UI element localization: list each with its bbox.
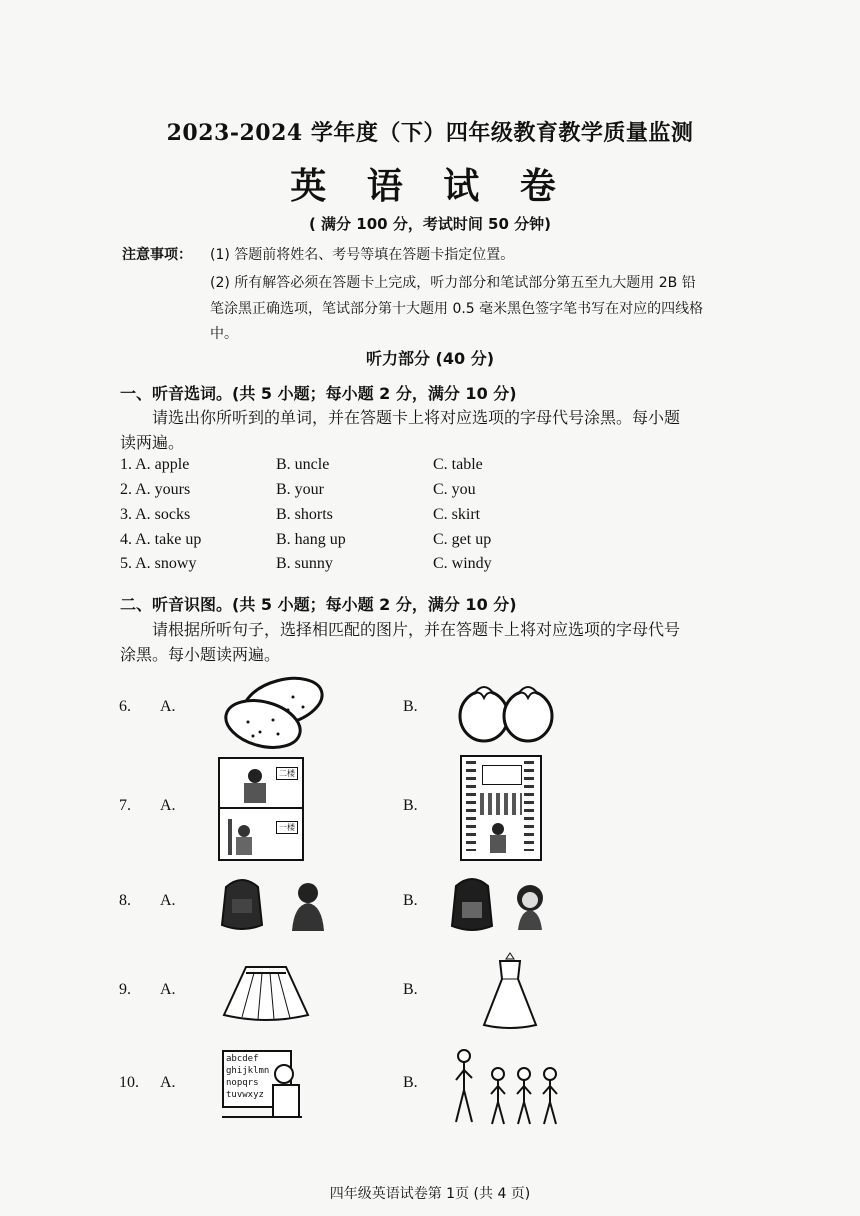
blackboard-line-1: abcdef	[226, 1054, 259, 1064]
q7-number: 7.	[119, 797, 131, 814]
notes-item-1: (1) 答题前将姓名、考号等填在答题卡指定位置。	[210, 247, 515, 263]
q10-label-a: A.	[160, 1074, 176, 1091]
person-head-icon	[248, 769, 262, 783]
listening-title: 听力部分 (40 分)	[365, 349, 495, 368]
notes-item-3: 笔涂黑正确选项，笔试部分第十大题用 0.5 毫米黑色签字笔书写在对应的四线格	[210, 301, 704, 317]
window-icon	[482, 765, 522, 785]
q1-option-a: 1. A. apple	[120, 456, 190, 473]
q6-label-b: B.	[403, 698, 418, 715]
exam-subject: 英 语 试 卷	[290, 166, 570, 207]
q6-number: 6.	[119, 698, 131, 715]
q3-option-b: B. shorts	[276, 506, 333, 523]
person-body-icon	[244, 783, 266, 803]
part1-instruction-cont: 读两遍。	[120, 433, 185, 452]
person-head-icon-2	[238, 825, 250, 837]
teacher-head-icon	[274, 1064, 294, 1084]
black-bag-boy-image	[214, 873, 334, 933]
student-body-icon	[490, 835, 506, 853]
teacher-blackboard-image	[222, 1050, 304, 1122]
q9-label-b: B.	[403, 981, 418, 998]
q7-label-a: A.	[160, 797, 176, 814]
q8-number: 8.	[119, 892, 131, 909]
exam-title: 2023-2024 学年度（下）四年级教育教学质量监测	[166, 120, 694, 146]
q4-option-c: C. get up	[433, 531, 492, 548]
blackboard-line-3: nopqrs	[226, 1078, 259, 1088]
page-footer: 四年级英语试卷第 1页 (共 4 页)	[329, 1186, 531, 1202]
walking-children-image	[452, 1046, 562, 1128]
exam-score-time: ( 满分 100 分，考试时间 50 分钟)	[308, 215, 551, 233]
part1-heading: 一、听音选词。(共 5 小题；每小题 2 分，满分 10 分)	[120, 384, 517, 403]
notes-label: 注意事项：	[122, 247, 192, 263]
q4-option-a: 4. A. take up	[120, 531, 202, 548]
floor-divider	[220, 807, 302, 809]
q10-label-b: B.	[403, 1074, 418, 1091]
library-image	[460, 755, 542, 861]
notes-item-2: (2) 所有解答必须在答题卡上完成，听力部分和笔试部分第五至九大题用 2B 铅	[210, 275, 696, 291]
q5-option-a: 5. A. snowy	[120, 555, 197, 572]
part2-heading: 二、听音识图。(共 5 小题；每小题 2 分，满分 10 分)	[120, 595, 517, 614]
q1-option-b: B. uncle	[276, 456, 330, 473]
tomatoes-image	[456, 676, 556, 746]
bookshelf-right	[524, 761, 534, 851]
q10-number: 10.	[119, 1074, 139, 1091]
part1-instruction: 请选出你所听到的单词，并在答题卡上将对应选项的字母代号涂黑。每小题	[152, 408, 681, 427]
q2-option-b: B. your	[276, 481, 324, 498]
q3-option-a: 3. A. socks	[120, 506, 191, 523]
desk-line	[222, 1116, 302, 1118]
q9-label-a: A.	[160, 981, 176, 998]
blackboard-line-4: tuvwxyz	[226, 1090, 264, 1100]
two-floor-building-image	[218, 757, 304, 861]
dress-image	[480, 951, 540, 1031]
part2-instruction-cont: 涂黑。每小题读两遍。	[120, 645, 281, 664]
floor1-sign: 一楼	[276, 821, 298, 834]
q6-label-a: A.	[160, 698, 176, 715]
part2-instruction: 请根据所听句子，选择相匹配的图片，并在答题卡上将对应选项的字母代号	[152, 620, 681, 639]
skirt-image	[222, 963, 312, 1023]
q8-label-b: B.	[403, 892, 418, 909]
bookshelf-left	[466, 761, 476, 851]
q2-option-a: 2. A. yours	[120, 481, 191, 498]
q1-option-c: C. table	[433, 456, 483, 473]
q5-option-c: C. windy	[433, 555, 492, 572]
potatoes-image	[218, 672, 328, 750]
floor2-sign: 二楼	[276, 767, 298, 780]
q4-option-b: B. hang up	[276, 531, 346, 548]
student-head-icon	[492, 823, 504, 835]
teacher-body-icon	[272, 1084, 300, 1118]
desks-icon	[480, 793, 522, 815]
q2-option-c: C. you	[433, 481, 476, 498]
bag-girl-image	[450, 872, 560, 934]
blackboard-line-2: ghijklmn	[226, 1066, 270, 1076]
q3-option-c: C. skirt	[433, 506, 481, 523]
q5-option-b: B. sunny	[276, 555, 333, 572]
person-body-icon-2	[236, 837, 252, 855]
stair-post	[228, 819, 232, 855]
notes-item-4: 中。	[210, 326, 238, 342]
q8-label-a: A.	[160, 892, 176, 909]
q7-label-b: B.	[403, 797, 418, 814]
q9-number: 9.	[119, 981, 131, 998]
